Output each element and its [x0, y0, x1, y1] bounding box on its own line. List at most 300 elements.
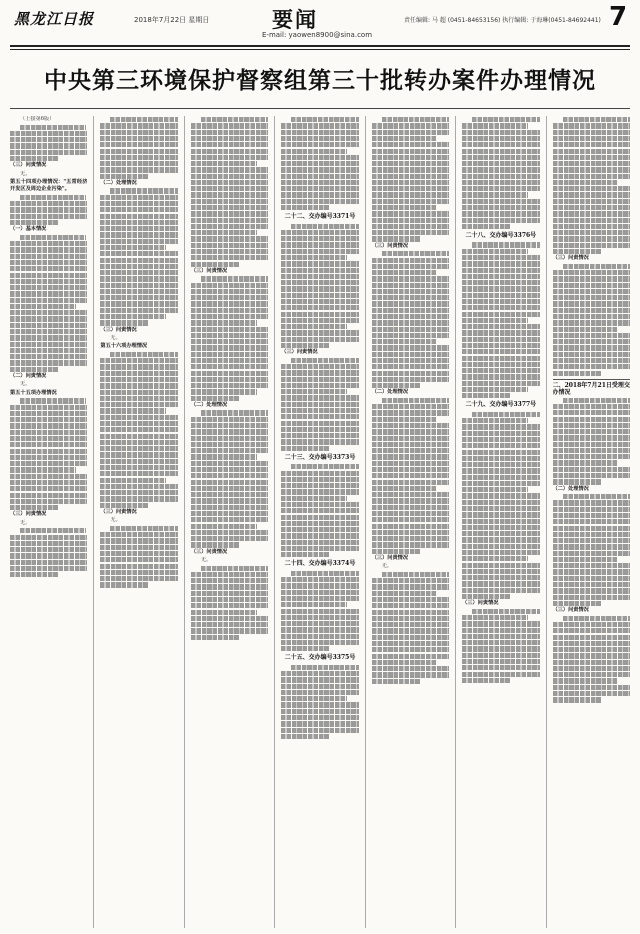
body-text-line: [462, 286, 539, 291]
body-text-line: [191, 180, 268, 185]
body-text-line: [281, 305, 358, 310]
body-text-line: [553, 417, 630, 422]
section-subheading: （三）问责情况: [281, 349, 318, 356]
body-text-line: [191, 436, 268, 441]
body-text-line: [372, 320, 449, 325]
body-text-line: [10, 354, 87, 359]
body-text-line: [10, 553, 87, 558]
body-text-line: [10, 279, 87, 284]
body-text-line: [281, 533, 358, 538]
body-text-line: [191, 442, 268, 447]
body-text-line: [372, 578, 449, 583]
body-text-line: [462, 621, 539, 626]
body-text-line: [372, 149, 449, 154]
section-subheading: 第五十六项办理情况: [100, 343, 148, 350]
body-text-line: [191, 454, 257, 459]
body-text-line: [372, 517, 449, 522]
body-text-line: [100, 276, 177, 281]
body-text-line: [10, 560, 87, 565]
body-text-line: [10, 150, 87, 155]
body-text-line: [372, 199, 449, 204]
body-text-line: [10, 480, 87, 485]
body-text-line: [553, 211, 630, 216]
body-text-line: [372, 597, 449, 602]
body-text-line: [100, 220, 177, 225]
body-text-line: [281, 546, 358, 551]
body-text-line: [10, 220, 58, 225]
body-text-line: [553, 532, 630, 537]
section-subheading: 二十三、交办编号3373号: [284, 453, 356, 461]
body-text-line: [191, 492, 268, 497]
body-text-line: [100, 390, 177, 395]
body-text-line: [10, 247, 87, 252]
body-text-line: [281, 370, 358, 375]
body-text-line: [100, 538, 177, 543]
body-text-line: [372, 218, 449, 223]
body-text-line: [372, 473, 449, 478]
body-text-line: [100, 214, 177, 219]
body-text-line: [191, 423, 268, 428]
body-text-line: [372, 654, 449, 659]
body-text-line: [553, 167, 630, 172]
body-text-line: [191, 597, 268, 602]
body-text-line: [100, 564, 177, 569]
section-subheading: （三）问责情况: [371, 554, 409, 561]
body-text-line: [191, 536, 268, 541]
body-text-line: [462, 305, 539, 310]
body-text-line: [10, 329, 87, 334]
body-text-line: [110, 117, 177, 122]
body-text-line: [20, 528, 86, 533]
section-subheading: 二十二、交办编号3371号: [284, 213, 356, 221]
body-text-line: [201, 566, 268, 571]
body-text-line: [372, 258, 449, 263]
body-text-line: [553, 249, 601, 254]
body-text-line: [462, 456, 539, 461]
body-text-line: [462, 525, 539, 530]
body-text-line: [281, 174, 358, 179]
body-text-line: [372, 345, 449, 350]
body-text-line: [281, 155, 358, 160]
body-text-line: [100, 130, 177, 135]
body-text-line: [372, 339, 438, 344]
body-text-line: [382, 572, 449, 577]
body-text-line: [100, 415, 177, 420]
section-subheading: 二、2018年7月21日受理交办情况: [553, 379, 630, 397]
body-text-line: [10, 156, 58, 161]
body-text-line: [10, 505, 58, 510]
body-text-line: [553, 685, 630, 690]
body-text-line: [281, 696, 347, 701]
column-divider: [546, 116, 547, 928]
section-subheading: （三）问责情况: [190, 548, 228, 555]
body-text-line: [372, 211, 449, 216]
body-text-line: [372, 467, 449, 472]
body-text-line: [10, 131, 87, 136]
body-text-line: [100, 570, 177, 575]
body-text-line: [191, 461, 268, 466]
body-text-line: [281, 123, 358, 128]
body-text-line: [191, 167, 268, 172]
body-text-line: [563, 264, 630, 269]
body-text-line: [462, 665, 539, 670]
body-text-line: [100, 195, 177, 200]
body-text-line: [553, 672, 630, 677]
body-text-line: [372, 454, 449, 459]
body-text-line: [462, 123, 528, 128]
body-text-line: [20, 195, 86, 200]
body-text-line: [372, 155, 449, 160]
body-text-line: [191, 622, 268, 627]
body-text-line: [100, 136, 177, 141]
body-text-line: [191, 262, 239, 267]
section-subheading: （二）问责情况: [10, 373, 47, 379]
body-text-line: [281, 489, 358, 494]
body-text-line: [462, 387, 528, 392]
body-text-line: [281, 395, 358, 400]
body-text-line: [472, 412, 539, 417]
section-subheading: 第五十四项办理情况："五常经济开发区及周边企业污染"。: [10, 179, 88, 193]
body-text-line: [20, 125, 86, 130]
body-text-line: [281, 483, 358, 488]
body-text-line: [553, 320, 630, 325]
body-text-line: [462, 343, 539, 348]
body-text-line: [100, 232, 177, 237]
body-text-line: [553, 460, 619, 465]
body-text-line: [281, 293, 358, 298]
page-header: [0, 0, 640, 52]
body-text-line: [10, 214, 87, 219]
body-text-line: [281, 249, 358, 254]
article-column: [372, 116, 449, 928]
body-text-line: [372, 486, 438, 491]
body-text-line: [553, 538, 630, 543]
body-text-line: [462, 588, 539, 593]
body-text-line: [100, 308, 177, 313]
body-text-line: [281, 408, 358, 413]
body-text-line: [100, 251, 177, 256]
body-text-line: [10, 254, 87, 259]
section-subheading: （三）问责情况: [100, 326, 137, 333]
body-text-line: [553, 582, 630, 587]
body-text-line: [100, 167, 177, 172]
body-text-line: [100, 161, 177, 166]
body-text-line: [462, 274, 539, 279]
body-text-line: [191, 578, 268, 583]
body-text-line: [100, 314, 166, 319]
body-text-line: [553, 454, 630, 459]
body-text-line: [563, 616, 630, 621]
body-text-line: [191, 352, 268, 357]
body-text-line: [281, 205, 329, 210]
body-text-line: [553, 192, 630, 197]
body-text-line: [191, 149, 268, 154]
body-text-line: [100, 459, 177, 464]
body-text-line: [191, 628, 268, 633]
body-text-line: [191, 301, 268, 306]
body-text-line: [382, 117, 449, 122]
body-text-line: [10, 310, 87, 315]
body-text-line: [100, 226, 177, 231]
body-text-line: [553, 410, 630, 415]
body-text-line: [372, 333, 449, 338]
body-text-line: [191, 199, 268, 204]
column-divider: [93, 116, 94, 928]
body-text-line: [10, 323, 87, 328]
body-text-line: [372, 377, 449, 382]
body-text-line: [553, 327, 619, 332]
body-text-line: [10, 405, 87, 410]
body-text-line: [553, 149, 630, 154]
body-text-line: [191, 327, 268, 332]
body-text-line: [462, 299, 539, 304]
section-subheading: （二）处理情况: [371, 389, 409, 396]
body-text-line: [100, 557, 177, 562]
body-text-line: [100, 496, 177, 501]
body-text-line: [372, 549, 420, 554]
body-text-line: [553, 448, 630, 453]
body-text-line: [372, 591, 438, 596]
body-text-line: [191, 511, 268, 516]
body-text-line: [191, 243, 268, 248]
body-text-line: [281, 414, 358, 419]
body-text-line: [553, 230, 630, 235]
body-text-line: [281, 324, 347, 329]
body-text-line: [281, 721, 358, 726]
body-text-line: [462, 462, 539, 467]
body-text-line: [281, 615, 358, 620]
body-text-line: [100, 446, 177, 451]
body-text-line: [372, 186, 449, 191]
body-text: 无。: [110, 517, 121, 524]
editors-line: 责任编辑: 马 超 (0451-84653156) 执行编辑: 于海琳(0451-84692441): [404, 17, 601, 24]
body-text-line: [291, 224, 358, 229]
body-text-line: [462, 550, 539, 555]
body-text-line: [372, 505, 449, 510]
body-text-line: [553, 339, 630, 344]
body-text-line: [10, 367, 58, 372]
body-text-line: [281, 602, 347, 607]
body-text-line: [10, 455, 87, 460]
section-subheading: （三）问责情况: [552, 255, 589, 262]
body-text-line: [100, 258, 177, 263]
column-divider: [365, 116, 366, 928]
body-text: 无。: [20, 381, 31, 388]
body-text-line: [191, 211, 268, 216]
body-text-line: [553, 588, 630, 593]
body-text-line: [462, 349, 539, 354]
body-text-line: [372, 410, 449, 415]
body-text-line: [462, 481, 539, 486]
body-text-line: [281, 734, 329, 739]
body-text-line: [191, 161, 257, 166]
body-text-line: [191, 498, 268, 503]
body-text-line: [191, 289, 268, 294]
body-text-line: [281, 433, 358, 438]
body-text-line: [462, 312, 539, 317]
body-text-line: [281, 540, 358, 545]
body-text-line: [10, 442, 87, 447]
body-text-line: [281, 286, 358, 291]
body-text-line: [191, 236, 268, 241]
body-text-line: [10, 273, 87, 278]
body-text-line: [191, 480, 268, 485]
body-text-line: [10, 342, 87, 347]
body-text-line: [372, 448, 449, 453]
body-text-line: [553, 551, 630, 556]
body-text-line: [372, 610, 449, 615]
body-text-line: [462, 500, 539, 505]
body-text-line: [100, 174, 148, 179]
body-text: （上接第6版）: [20, 116, 55, 122]
body-text-line: [462, 537, 539, 542]
body-text-line: [372, 641, 449, 646]
body-text-line: [462, 556, 528, 561]
body-text-line: [10, 316, 87, 321]
body-text-line: [372, 283, 449, 288]
body-text-line: [372, 371, 449, 376]
body-text-line: [553, 691, 630, 696]
body-text-line: [281, 236, 358, 241]
body-text-line: [372, 205, 438, 210]
body-text-line: [191, 130, 268, 135]
body-text-line: [281, 709, 358, 714]
body-text-line: [100, 545, 177, 550]
body-text-line: [281, 180, 358, 185]
body-text-line: [553, 628, 630, 633]
body-text-line: [10, 137, 87, 142]
body-text-line: [553, 314, 630, 319]
body-text-line: [462, 199, 539, 204]
article-column: [553, 116, 630, 928]
body-text-line: [10, 436, 87, 441]
body-text-line: [281, 199, 358, 204]
body-text-line: [110, 188, 177, 193]
body-text-line: [281, 646, 329, 651]
body-text-line: [372, 352, 449, 357]
body-text-line: [100, 201, 177, 206]
body-text-line: [281, 609, 358, 614]
body-text-line: [281, 402, 358, 407]
section-subheading: 二十九、交办编号3377号: [465, 401, 537, 409]
body-text-line: [281, 577, 358, 582]
body-text-line: [462, 659, 539, 664]
body-text: 无。: [200, 557, 212, 564]
body-text-line: [462, 368, 539, 373]
body-text-line: [281, 715, 358, 720]
body-text-line: [553, 442, 630, 447]
body-text-line: [191, 486, 268, 491]
body-text-line: [372, 192, 449, 197]
body-text-line: [372, 511, 449, 516]
body-text-line: [191, 192, 268, 197]
column-divider: [455, 116, 456, 928]
body-text-line: [100, 149, 177, 154]
body-text-line: [553, 479, 601, 484]
body-text-line: [462, 161, 539, 166]
body-text-line: [553, 576, 630, 581]
body-text-line: [10, 143, 87, 148]
body-text-line: [10, 348, 87, 353]
body-text-line: [553, 666, 630, 671]
body-text-line: [100, 402, 177, 407]
body-text-line: [462, 634, 539, 639]
body-text-line: [191, 174, 268, 179]
body-text-line: [462, 280, 539, 285]
body-text-line: [372, 136, 438, 141]
body-text-line: [291, 571, 358, 576]
body-text-line: [191, 224, 268, 229]
body-text-line: [191, 524, 257, 529]
body-text-line: [553, 358, 630, 363]
body-text-line: [100, 478, 166, 483]
body-text-line: [462, 594, 510, 599]
body-text-line: [191, 345, 268, 350]
article-headline: 中央第三环境保护督察组第三十批转办案件办理情况: [44, 68, 596, 94]
body-text-line: [462, 374, 539, 379]
body-text-line: [191, 505, 268, 510]
article-column: [462, 116, 539, 928]
body-text-line: [281, 261, 358, 266]
body-text-line: [372, 498, 449, 503]
body-text-line: [553, 224, 630, 229]
body-text-line: [281, 502, 358, 507]
body-text-line: [372, 308, 449, 313]
body-text-line: [372, 666, 449, 671]
body-text-line: [553, 295, 630, 300]
body-text-line: [462, 640, 539, 645]
body-text-line: [462, 180, 539, 185]
body-text-line: [291, 358, 358, 363]
column-divider: [184, 116, 185, 928]
body-text-line: [372, 672, 449, 677]
body-text-line: [191, 320, 257, 325]
body-text-line: [462, 356, 539, 361]
body-text-line: [372, 174, 449, 179]
body-text-line: [553, 174, 630, 179]
body-text-line: [472, 609, 539, 614]
page-number: 7: [609, 2, 628, 32]
headline-rule: [10, 108, 630, 109]
body-text-line: [10, 335, 87, 340]
body-text-line: [462, 155, 539, 160]
body-text-line: [10, 499, 87, 504]
body-text-line: [372, 423, 449, 428]
body-text-line: [372, 429, 449, 434]
body-text-line: [553, 205, 630, 210]
body-text-line: [462, 167, 539, 172]
body-text-line: [201, 410, 268, 415]
body-text-line: [553, 526, 630, 531]
newspaper-masthead: 黑龙江日报: [14, 10, 95, 28]
body-text-line: [100, 295, 177, 300]
body-text-line: [20, 235, 86, 240]
body-text-line: [372, 635, 449, 640]
body-text: 无。: [20, 170, 31, 177]
body-text-line: [281, 280, 358, 285]
body-text-line: [281, 299, 358, 304]
body-text-line: [100, 283, 177, 288]
article-column: [10, 116, 87, 928]
body-text-line: [553, 647, 630, 652]
body-text-line: [372, 622, 449, 627]
body-text-line: [462, 224, 510, 229]
body-text-line: [553, 352, 630, 357]
body-text-line: [372, 295, 449, 300]
body-text-line: [191, 333, 268, 338]
body-text-line: [10, 493, 87, 498]
body-text-line: [372, 442, 449, 447]
